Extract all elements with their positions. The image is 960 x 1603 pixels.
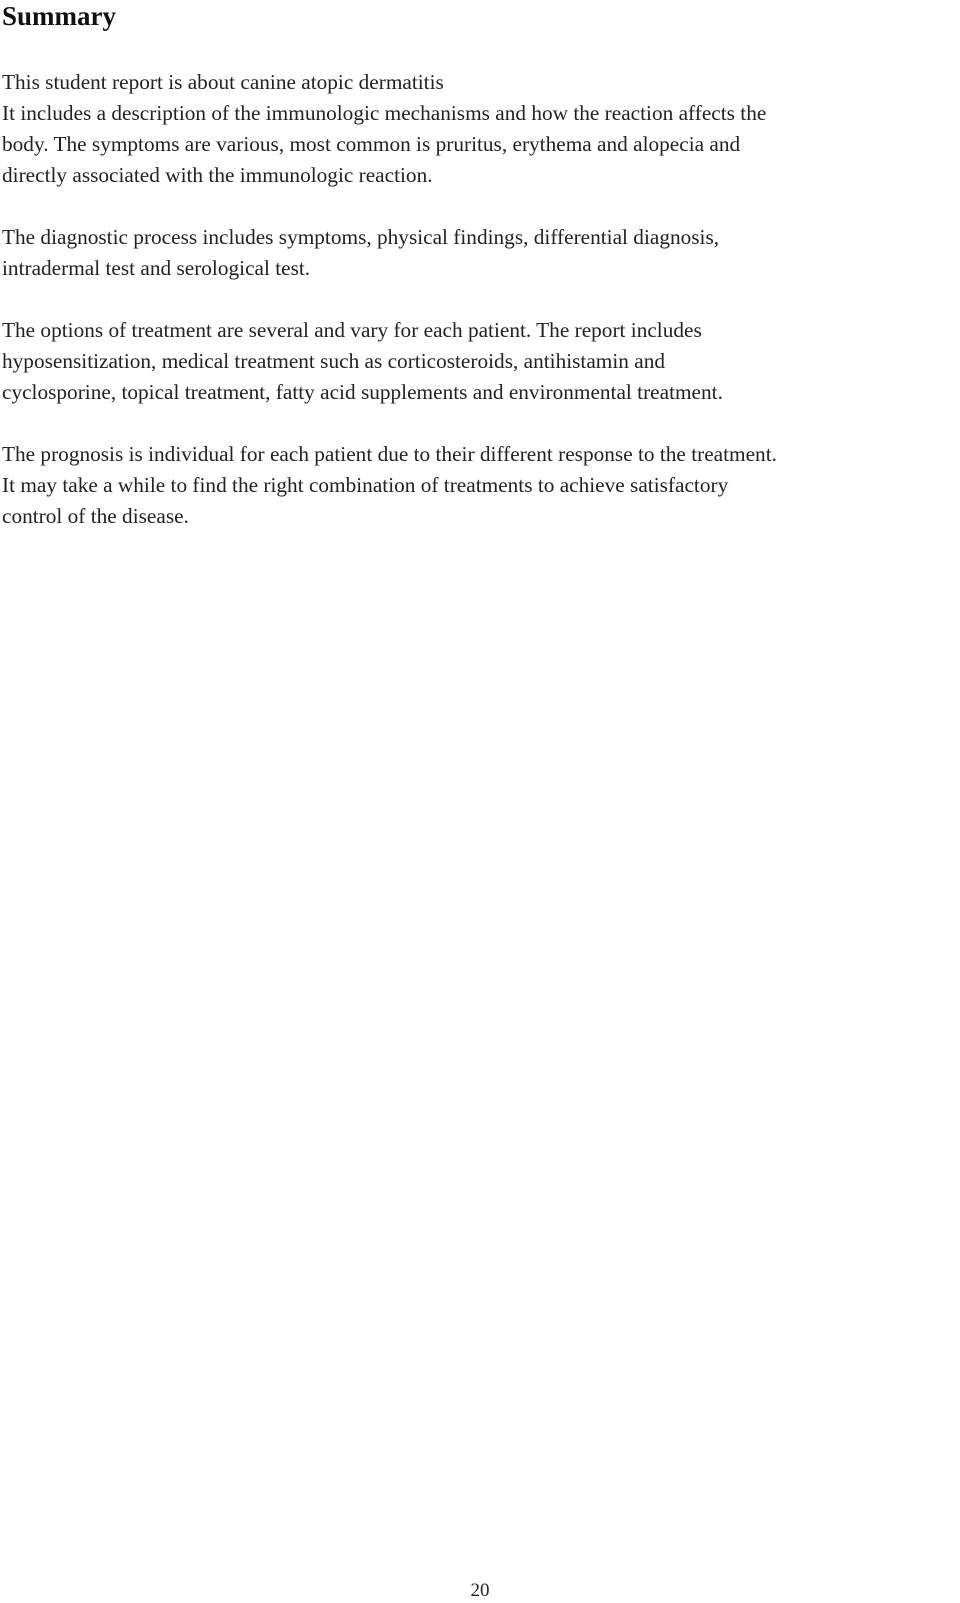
paragraph-diagnostic: [2, 222, 952, 284]
paragraph-intro: [2, 67, 952, 191]
text-line: hyposensitization, medical treatment such as corticosteroids, antihistamin and: [2, 349, 665, 373]
text-line: It includes a description of the immunologic mechanisms and how the reaction affects the: [2, 101, 767, 125]
text-line: control of the disease.: [2, 504, 189, 528]
summary-body: [2, 67, 952, 563]
paragraph-prognosis: [2, 439, 952, 532]
text-line: directly associated with the immunologic reaction.: [2, 163, 433, 187]
paragraph-treatment: [2, 315, 952, 408]
text-line: It may take a while to find the right combination of treatments to achieve satisfactory: [2, 473, 729, 497]
page-number: 20: [470, 1580, 490, 1601]
text-line: The diagnostic process includes symptoms, physical findings, differential diagnosis,: [2, 225, 720, 249]
page-title: Summary: [2, 1, 116, 31]
text-line: This student report is about canine atopic dermatitis: [2, 70, 444, 94]
text-line: intradermal test and serological test.: [2, 256, 311, 280]
text-line: The options of treatment are several and vary for each patient. The report includes: [2, 318, 702, 342]
text-line: The prognosis is individual for each patient due to their different response to the treatment.: [2, 442, 777, 466]
text-line: cyclosporine, topical treatment, fatty acid supplements and environmental treatment.: [2, 380, 723, 404]
text-line: body. The symptoms are various, most common is pruritus, erythema and alopecia and: [2, 132, 741, 156]
